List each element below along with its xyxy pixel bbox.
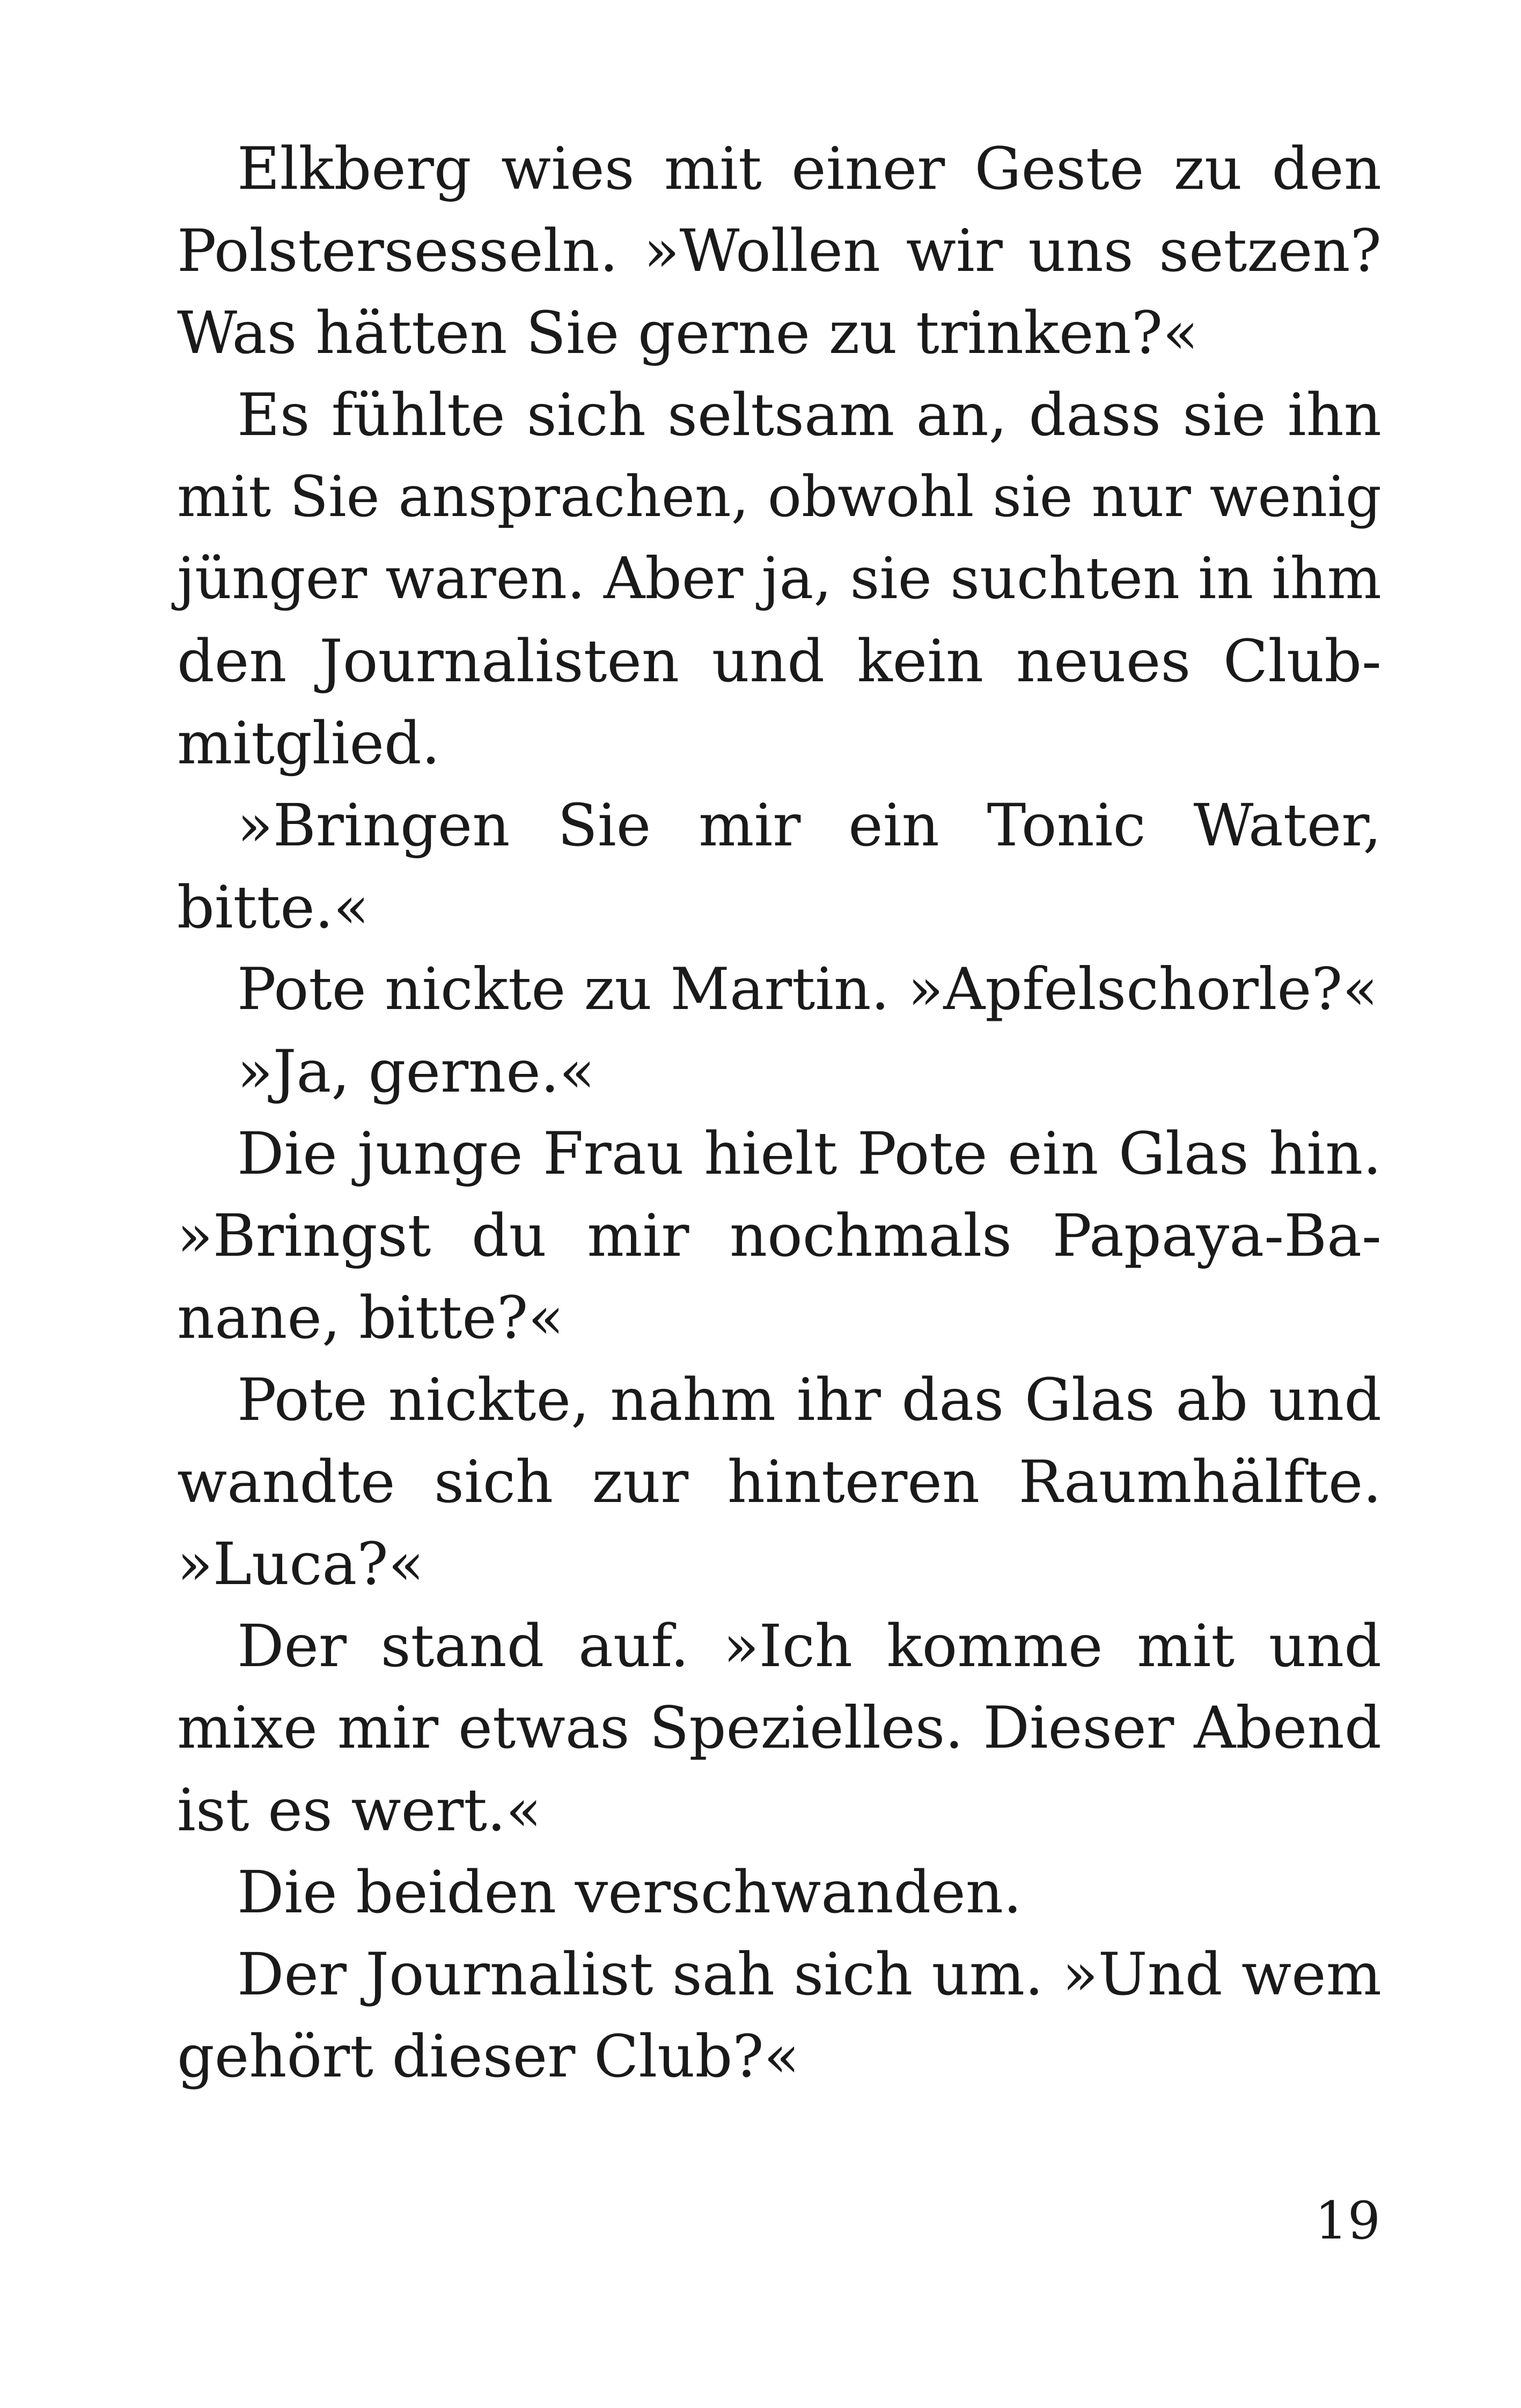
text-line: Die beiden verschwanden. xyxy=(237,1858,1022,1926)
text-line: mixe mir etwas Spezielles. Dieser Abend xyxy=(177,1695,1382,1762)
text-line: Die junge Frau hielt Pote ein Glas hin. xyxy=(237,1120,1382,1188)
text-line: mit Sie ansprachen, obwohl sie nur wenig xyxy=(177,464,1382,529)
text-line: bitte.« xyxy=(177,873,370,941)
text-line: »Ja, gerne.« xyxy=(237,1037,596,1106)
text-line: wandte sich zur hinteren Raumhälfte. xyxy=(177,1448,1382,1516)
text-line: den Journalisten und kein neues Club- xyxy=(177,627,1382,695)
text-line: gehört dieser Club?« xyxy=(177,2022,800,2090)
text-line: Was hätten Sie gerne zu trinken?« xyxy=(177,299,1199,367)
text-line: Elkberg wies mit einer Geste zu den xyxy=(237,135,1382,203)
text-line: Polstersesseln. »Wollen wir uns setzen? xyxy=(177,217,1382,285)
text-line: Der Journalist sah sich um. »Und wem xyxy=(237,1940,1382,2008)
text-line: Pote nickte zu Martin. »Apfelschorle?« xyxy=(237,956,1378,1023)
text-line: »Bringen Sie mir ein Tonic Water, xyxy=(237,791,1382,859)
text-line: mitglied. xyxy=(177,709,440,777)
text-line: Es fühlte sich seltsam an, dass sie ihn xyxy=(237,381,1382,449)
text-line: jünger waren. Aber ja, sie suchten in ihm xyxy=(177,546,1382,612)
text-line: »Luca?« xyxy=(177,1530,424,1598)
page-number: 19 xyxy=(1314,2191,1380,2251)
text-line: »Bringst du mir nochmals Papaya-Ba- xyxy=(177,1202,1382,1270)
body-text xyxy=(177,128,1382,2097)
text-line: nane, bitte?« xyxy=(177,1284,564,1352)
text-line: Pote nickte, nahm ihr das Glas ab und xyxy=(237,1366,1382,1434)
text-line: ist es wert.« xyxy=(177,1776,542,1844)
text-line: Der stand auf. »Ich komme mit und xyxy=(237,1612,1382,1680)
